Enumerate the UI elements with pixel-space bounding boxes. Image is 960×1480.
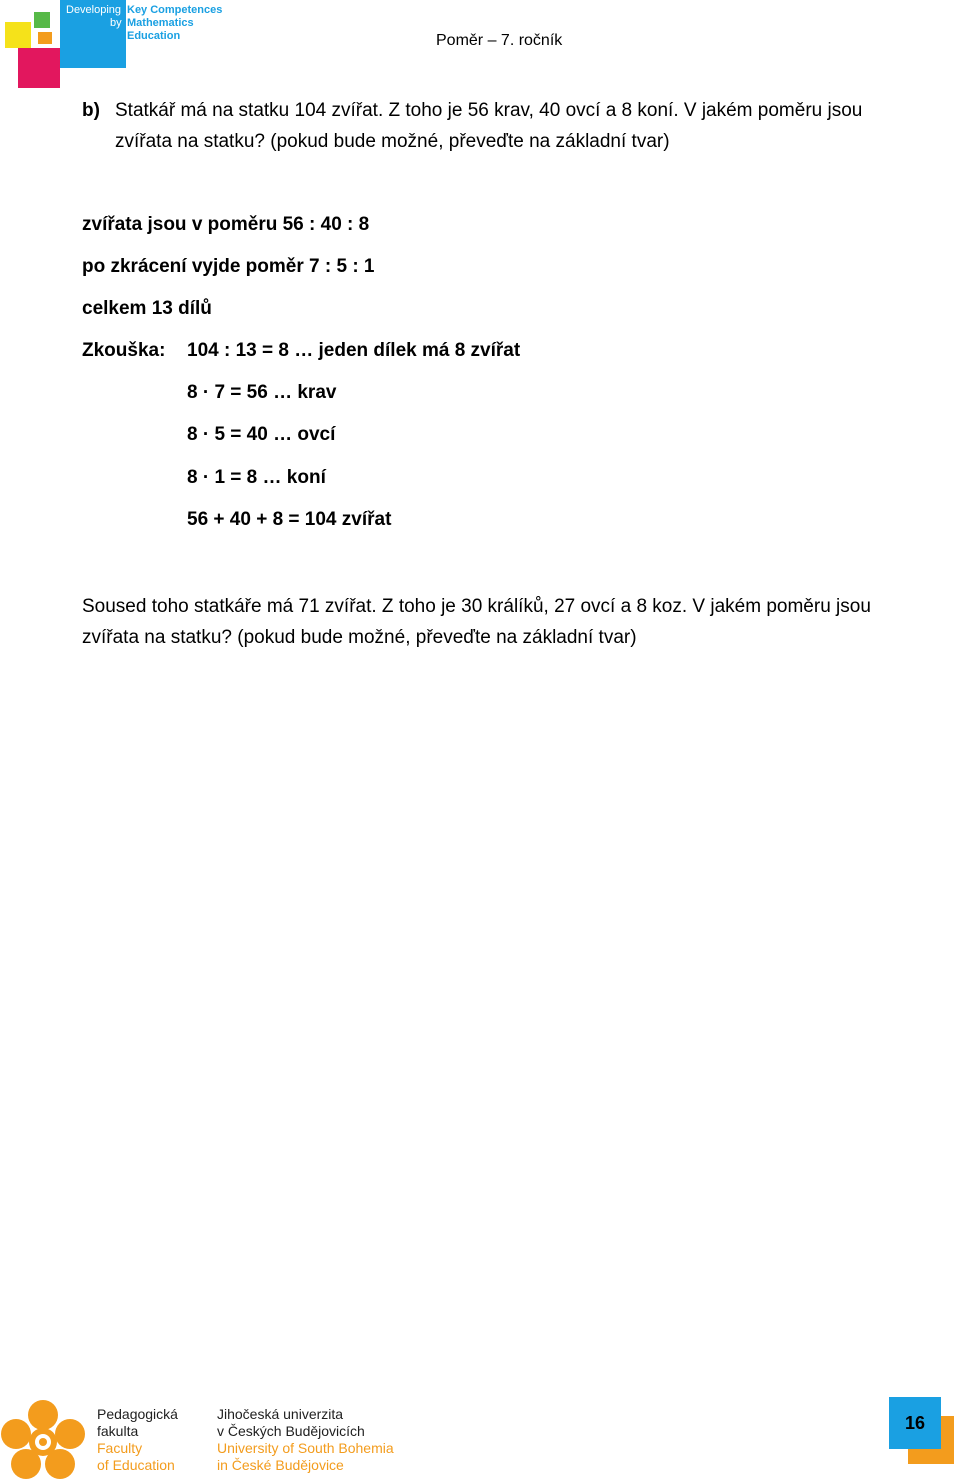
solution-total: celkem 13 dílů [82, 298, 212, 319]
page-header-title: Poměr – 7. ročník [436, 32, 563, 49]
neighbor-task-line: Soused toho statkáře má 71 zvířat. Z toho je 30 králíků, 27 ovcí a 8 koz. V jakém poměru jsou [82, 596, 871, 617]
check-label: Zkouška: [82, 340, 166, 361]
university-en-line: in České Budějovice [217, 1457, 344, 1473]
university-name [217, 1406, 394, 1474]
logo-yellow-square [5, 22, 31, 48]
flower-logo-icon [0, 1398, 86, 1480]
neighbor-task-line: zvířata na statku? (pokud bude možné, převeďte na základní tvar) [82, 627, 637, 648]
faculty-name [97, 1406, 178, 1474]
university-cz-line: v Českých Budějovicích [217, 1423, 365, 1439]
faculty-en-line: of Education [97, 1457, 175, 1473]
check-line: 56 + 40 + 8 = 104 zvířat [187, 509, 392, 530]
neighbor-task [82, 591, 942, 653]
logo-orange-square [38, 32, 52, 44]
solution-ratio: zvířata jsou v poměru 56 : 40 : 8 [82, 214, 370, 235]
check-line: 104 : 13 = 8 … jeden dílek má 8 zvířat [187, 340, 521, 361]
logo-brand-line: Key Competences [127, 4, 223, 16]
logo-brand-line: Education [127, 30, 181, 42]
logo-developing-text: Developing [66, 4, 122, 16]
university-cz-line: Jihočeská univerzita [217, 1406, 344, 1422]
university-en-line: University of South Bohemia [217, 1440, 394, 1456]
page-number: 16 [889, 1397, 941, 1449]
faculty-cz-line: fakulta [97, 1423, 139, 1439]
solution-reduced: po zkrácení vyjde poměr 7 : 5 : 1 [82, 256, 375, 277]
faculty-cz-line: Pedagogická [97, 1406, 178, 1422]
logo-pink-square [18, 48, 60, 88]
logo-green-square [34, 12, 50, 28]
logo-brand-text [127, 4, 222, 43]
check-line: 8 · 7 = 56 … krav [187, 382, 337, 403]
logo-brand-line: Mathematics [127, 17, 194, 29]
check-line: 8 · 1 = 8 … koní [187, 467, 326, 488]
task-b-label: b) [82, 100, 100, 121]
task-b-text-line: Statkář má na statku 104 zvířat. Z toho je 56 krav, 40 ovcí a 8 koní. V jakém poměru jsou [115, 100, 863, 121]
check-line: 8 · 5 = 40 … ovcí [187, 424, 336, 445]
faculty-en-line: Faculty [97, 1440, 143, 1456]
task-b-text-line: zvířata na statku? (pokud bude možné, převeďte na základní tvar) [115, 131, 670, 152]
logo-by-text: by [110, 17, 122, 29]
task-b [82, 95, 932, 157]
